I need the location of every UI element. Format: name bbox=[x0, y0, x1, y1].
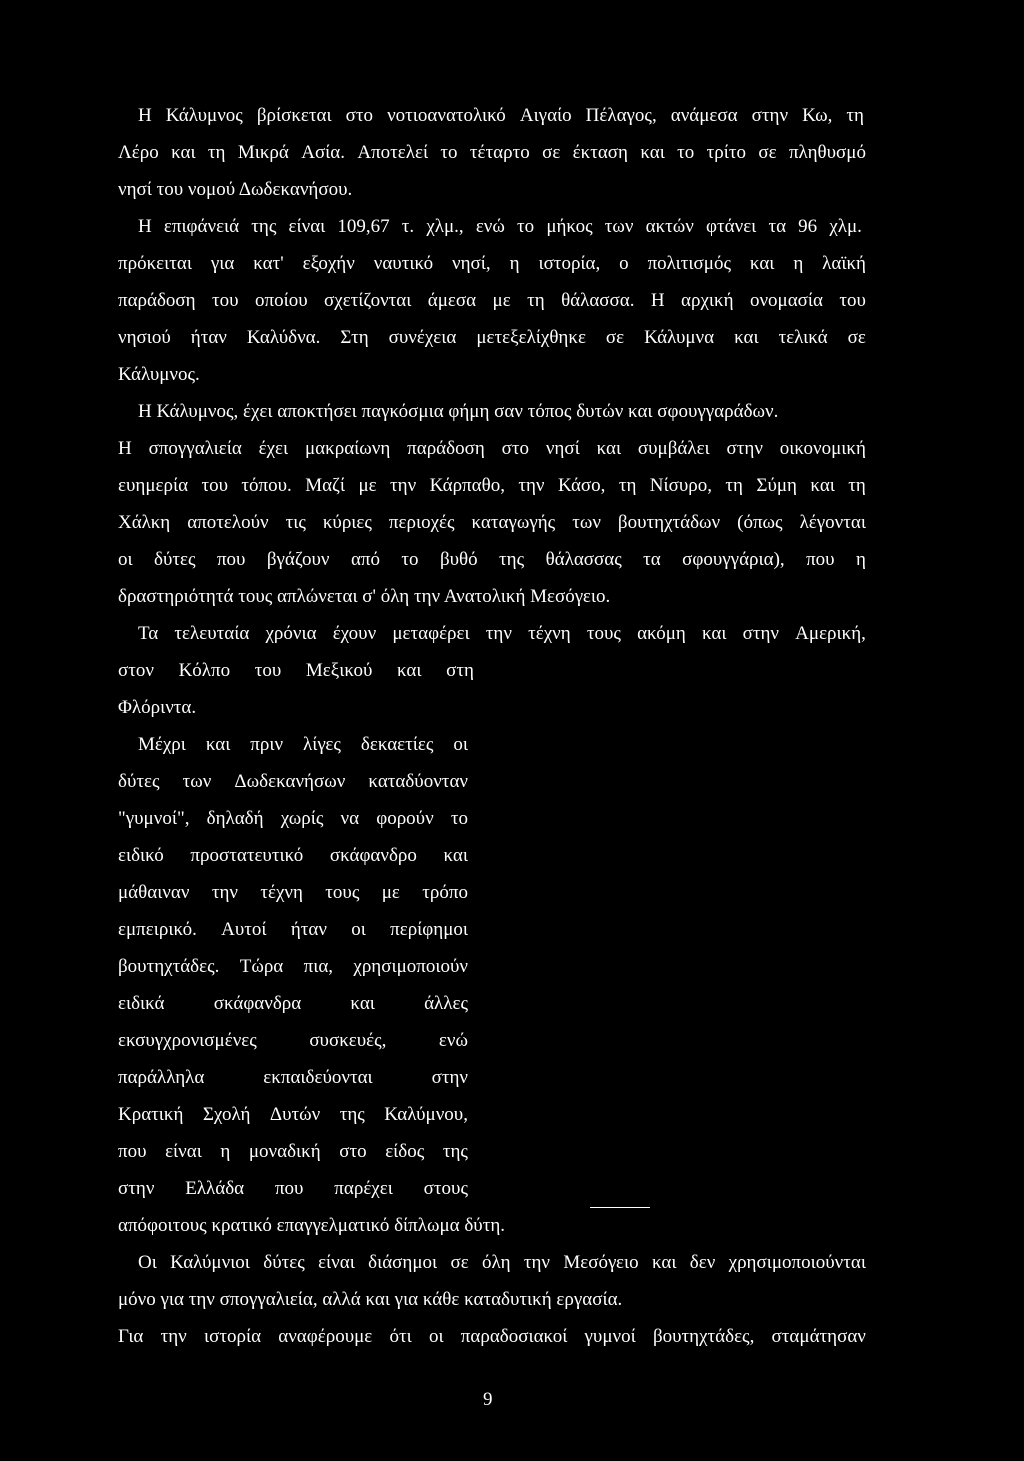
word: οι bbox=[351, 919, 366, 940]
word: ναυτικό bbox=[373, 253, 434, 274]
word: στους bbox=[423, 1178, 468, 1199]
text-line: απόφοιτους κρατικό επαγγελματικό δίπλωμα δύτη. bbox=[118, 1215, 506, 1236]
word: 109,67 bbox=[337, 216, 390, 237]
text-line bbox=[118, 437, 866, 461]
word: αρχική bbox=[681, 290, 734, 311]
word: Δυτών bbox=[269, 1104, 321, 1125]
word: 96 bbox=[798, 216, 818, 237]
word: να bbox=[340, 808, 360, 829]
word: και bbox=[205, 734, 231, 755]
word: ο bbox=[619, 253, 629, 274]
word: Σύμη bbox=[756, 475, 797, 496]
word: του bbox=[212, 290, 239, 311]
word: Κόλπο bbox=[178, 660, 231, 681]
word: Καλύδνα. bbox=[246, 327, 321, 348]
word: βουτηχτάδων bbox=[617, 512, 721, 533]
word: και bbox=[749, 253, 775, 274]
word: θάλασσα. bbox=[561, 290, 635, 311]
word: και bbox=[397, 660, 422, 681]
word: στον bbox=[118, 660, 154, 681]
word: ευημερία bbox=[118, 475, 189, 496]
text-line: Κάλυμνος. bbox=[118, 364, 200, 385]
word: άμεσα bbox=[427, 290, 477, 311]
word: Κάλυμνα bbox=[644, 327, 715, 348]
word: "γυμνοί", bbox=[118, 808, 190, 829]
word: εμπειρικό. bbox=[118, 919, 197, 940]
text-line bbox=[118, 770, 468, 794]
word: στη bbox=[446, 660, 474, 681]
word: τους bbox=[586, 623, 621, 644]
word: οικονομική bbox=[779, 438, 866, 459]
word: Ασία. bbox=[301, 142, 345, 163]
word: τις bbox=[285, 512, 306, 533]
word: τρόπο bbox=[422, 882, 468, 903]
text-line bbox=[138, 622, 866, 646]
word: με bbox=[358, 475, 377, 496]
word: Αυτοί bbox=[221, 919, 267, 940]
text-line bbox=[118, 1325, 866, 1349]
word: πια, bbox=[303, 956, 334, 977]
word: νησιού bbox=[118, 327, 171, 348]
text-line bbox=[118, 659, 474, 683]
word: Κω, bbox=[802, 105, 833, 126]
word: σε bbox=[450, 1252, 469, 1273]
text-line: μόνο για την σπογγαλιεία, αλλά και για κάθε καταδυτική εργασία. bbox=[118, 1289, 623, 1310]
text-line bbox=[118, 918, 468, 942]
word: τέχνη bbox=[260, 882, 303, 903]
word: τα bbox=[643, 549, 661, 570]
word: Μικρά bbox=[237, 142, 289, 163]
word: Στη bbox=[340, 327, 369, 348]
word: Κάσο, bbox=[557, 475, 606, 496]
word: μακραίωνη bbox=[305, 438, 391, 459]
word: που bbox=[216, 549, 246, 570]
word: τέχνη bbox=[528, 623, 571, 644]
word: δύτες bbox=[154, 549, 196, 570]
word: στο bbox=[501, 438, 529, 459]
text-line bbox=[118, 252, 866, 276]
word: επιφάνειά bbox=[163, 216, 240, 237]
text-line bbox=[118, 844, 468, 868]
word: ακτών bbox=[645, 216, 694, 237]
word: Αιγαίο bbox=[519, 105, 572, 126]
word: νοτιοανατολικό bbox=[387, 105, 506, 126]
word: Τώρα bbox=[239, 956, 284, 977]
word: μήκος bbox=[546, 216, 593, 237]
text-line bbox=[118, 807, 468, 831]
word: ιστορία bbox=[204, 1326, 262, 1347]
word: Σχολή bbox=[202, 1104, 251, 1125]
word: η bbox=[793, 253, 804, 274]
word: Οι bbox=[138, 1252, 157, 1273]
word: τη bbox=[207, 142, 226, 163]
word: και bbox=[443, 845, 468, 866]
word: την bbox=[523, 1252, 551, 1273]
word: βρίσκεται bbox=[256, 105, 332, 126]
word: Μέχρι bbox=[138, 734, 186, 755]
word: πρόκειται bbox=[118, 253, 192, 274]
word: ενώ bbox=[475, 216, 505, 237]
word: ονομασία bbox=[749, 290, 823, 311]
word: βουτηχτάδες. bbox=[118, 956, 220, 977]
word: συμβάλει bbox=[637, 438, 710, 459]
word: ότι bbox=[389, 1326, 412, 1347]
word: και bbox=[350, 993, 375, 1014]
word: Καλύμνιοι bbox=[170, 1252, 250, 1273]
word: εκπαιδεύονται bbox=[263, 1067, 373, 1088]
word: μετεξελίχθηκε bbox=[476, 327, 586, 348]
word: περίφημοι bbox=[390, 919, 468, 940]
word: καταγωγής bbox=[471, 512, 556, 533]
word: η bbox=[220, 1141, 231, 1162]
word: χλμ. bbox=[829, 216, 862, 237]
word: καταδύονταν bbox=[368, 771, 468, 792]
word: πληθυσμό bbox=[788, 142, 866, 163]
word: στο bbox=[339, 1141, 367, 1162]
word: δύτες bbox=[118, 771, 160, 792]
text-line bbox=[118, 326, 866, 350]
word: σκάφανδρα bbox=[213, 993, 302, 1014]
word: το bbox=[677, 142, 695, 163]
word: βυθό bbox=[439, 549, 478, 570]
word: όλη bbox=[482, 1252, 511, 1273]
word: κατ' bbox=[253, 253, 284, 274]
word: ιστορία, bbox=[538, 253, 601, 274]
word: το bbox=[450, 808, 468, 829]
text-line bbox=[138, 1251, 866, 1275]
word: παρέχει bbox=[334, 1178, 393, 1199]
word: σε bbox=[605, 327, 625, 348]
text-line bbox=[118, 511, 866, 535]
word: τελευταία bbox=[174, 623, 250, 644]
word: πριν bbox=[250, 734, 284, 755]
word: οι bbox=[118, 549, 133, 570]
word: ενώ bbox=[438, 1030, 468, 1051]
word: σκάφανδρο bbox=[329, 845, 417, 866]
text-line bbox=[118, 1177, 468, 1201]
word: και bbox=[171, 142, 196, 163]
word: στο bbox=[345, 105, 374, 126]
word: παραδοσιακοί bbox=[460, 1326, 568, 1347]
word: δηλαδή bbox=[206, 808, 264, 829]
word: ήταν bbox=[290, 919, 327, 940]
word: τη bbox=[618, 475, 637, 496]
text-line: Φλόριντα. bbox=[118, 697, 197, 718]
word: σταμάτησαν bbox=[771, 1326, 866, 1347]
text-line bbox=[118, 474, 866, 498]
word: τ. bbox=[401, 216, 415, 237]
word: την bbox=[390, 475, 417, 496]
word: Αποτελεί bbox=[357, 142, 429, 163]
word: τη bbox=[527, 290, 545, 311]
word: οποίου bbox=[254, 290, 308, 311]
word: Καλύμνου, bbox=[384, 1104, 468, 1125]
text-line bbox=[118, 1103, 468, 1127]
word: έκταση bbox=[572, 142, 628, 163]
word: την bbox=[211, 882, 238, 903]
word: της bbox=[339, 1104, 365, 1125]
word: του bbox=[839, 290, 866, 311]
word: το bbox=[440, 142, 458, 163]
dash-mark bbox=[590, 1207, 650, 1208]
word: του bbox=[201, 475, 228, 496]
text-line bbox=[118, 1140, 468, 1164]
word: κύριες bbox=[322, 512, 372, 533]
word: Δωδεκανήσων bbox=[234, 771, 346, 792]
word: τέταρτο bbox=[469, 142, 530, 163]
word: Η bbox=[118, 438, 132, 459]
word: που bbox=[274, 1178, 304, 1199]
word: των bbox=[572, 512, 601, 533]
word: βγάζουν bbox=[266, 549, 330, 570]
word: αναφέρουμε bbox=[278, 1326, 373, 1347]
word: σχετίζονται bbox=[324, 290, 412, 311]
word: οι bbox=[428, 1326, 444, 1347]
word: σε bbox=[542, 142, 561, 163]
word: την bbox=[160, 1326, 187, 1347]
word: εκσυγχρονισμένες bbox=[118, 1030, 257, 1051]
word: με bbox=[381, 882, 400, 903]
word: στην bbox=[726, 438, 763, 459]
word: (όπως bbox=[737, 512, 783, 533]
word: περιοχές bbox=[388, 512, 455, 533]
text-line bbox=[118, 992, 468, 1016]
word: την bbox=[485, 623, 512, 644]
word: μοναδική bbox=[248, 1141, 321, 1162]
text-line bbox=[138, 104, 864, 128]
word: των bbox=[604, 216, 634, 237]
word: νησί bbox=[545, 438, 580, 459]
word: τρίτο bbox=[706, 142, 747, 163]
word: άλλες bbox=[424, 993, 468, 1014]
word: με bbox=[492, 290, 511, 311]
word: για bbox=[210, 253, 235, 274]
word: είναι bbox=[318, 1252, 355, 1273]
word: τη bbox=[846, 105, 864, 126]
word: τους bbox=[325, 882, 360, 903]
word: τη bbox=[725, 475, 743, 496]
word: λαϊκή bbox=[822, 253, 866, 274]
text-line bbox=[118, 289, 866, 313]
word: και bbox=[596, 438, 622, 459]
page-number: 9 bbox=[483, 1389, 493, 1410]
word: πολιτισμός bbox=[647, 253, 731, 274]
word: συσκευές, bbox=[309, 1030, 387, 1051]
word: Ελλάδα bbox=[185, 1178, 245, 1199]
word: εξοχήν bbox=[302, 253, 355, 274]
word: το bbox=[401, 549, 419, 570]
word: η bbox=[855, 549, 866, 570]
word: ανάμεσα bbox=[670, 105, 738, 126]
word: ειδικό bbox=[118, 845, 164, 866]
word: από bbox=[350, 549, 380, 570]
word: φτάνει bbox=[706, 216, 757, 237]
text-line bbox=[138, 733, 468, 757]
word: Κρατική bbox=[118, 1104, 184, 1125]
text-line: δραστηριότητά τους απλώνεται σ' όλη την Ανατολική Μεσόγειο. bbox=[118, 586, 611, 607]
word: χρησιμοποιούν bbox=[353, 956, 468, 977]
word: και bbox=[640, 142, 665, 163]
word: λέγονται bbox=[799, 512, 866, 533]
word: προστατευτικό bbox=[190, 845, 304, 866]
word: σπογγαλιεία bbox=[148, 438, 242, 459]
word: τη bbox=[848, 475, 866, 496]
word: χρόνια bbox=[265, 623, 317, 644]
word: του bbox=[254, 660, 282, 681]
text-line bbox=[118, 955, 468, 979]
word: της bbox=[251, 216, 277, 237]
word: Η bbox=[650, 290, 665, 311]
word: ήταν bbox=[190, 327, 227, 348]
word: το bbox=[517, 216, 535, 237]
word: γυμνοί bbox=[584, 1326, 636, 1347]
word: λίγες bbox=[303, 734, 341, 755]
text-line: Η Κάλυμνος, έχει αποκτήσει παγκόσμια φήμη σαν τόπος δυτών και σφουγγαράδων. bbox=[138, 401, 779, 422]
word: που bbox=[806, 549, 835, 570]
word: της bbox=[499, 549, 525, 570]
word: νησί, bbox=[452, 253, 491, 274]
word: Λέρο bbox=[118, 142, 159, 163]
word: που bbox=[118, 1141, 147, 1162]
word: είδος bbox=[385, 1141, 425, 1162]
word: έχουν bbox=[332, 623, 377, 644]
word: δύτες bbox=[263, 1252, 305, 1273]
word: διάσημοι bbox=[368, 1252, 438, 1273]
word: Αμερική, bbox=[795, 623, 866, 644]
text-line: νησί του νομού Δωδεκανήσου. bbox=[118, 179, 353, 200]
word: είναι bbox=[165, 1141, 202, 1162]
text-line bbox=[138, 215, 862, 239]
text-line bbox=[118, 1029, 468, 1053]
word: μάθαιναν bbox=[118, 882, 190, 903]
word: Μαζί bbox=[305, 475, 346, 496]
word: Μεξικού bbox=[305, 660, 373, 681]
word: Χάλκη bbox=[118, 512, 171, 533]
word: σε bbox=[758, 142, 777, 163]
word: σφουγγάρια), bbox=[682, 549, 785, 570]
word: χωρίς bbox=[280, 808, 324, 829]
text-line bbox=[118, 881, 468, 905]
word: Νίσυρο, bbox=[649, 475, 713, 496]
word: την bbox=[518, 475, 545, 496]
word: τα bbox=[768, 216, 787, 237]
word: συνέχεια bbox=[388, 327, 457, 348]
word: σε bbox=[847, 327, 866, 348]
word: έχει bbox=[258, 438, 289, 459]
word: των bbox=[182, 771, 212, 792]
word: δεν bbox=[689, 1252, 716, 1273]
word: παράδοση bbox=[407, 438, 485, 459]
word: ειδικά bbox=[118, 993, 165, 1014]
word: της bbox=[442, 1141, 468, 1162]
word: δεκαετίες bbox=[360, 734, 434, 755]
word: Η bbox=[138, 216, 152, 237]
word: οι bbox=[453, 734, 468, 755]
word: και bbox=[701, 623, 727, 644]
word: Μεσόγειο bbox=[563, 1252, 639, 1273]
word: τόπου. bbox=[241, 475, 292, 496]
word: Κάλυμνος bbox=[165, 105, 243, 126]
word: η bbox=[509, 253, 520, 274]
word: τελικά bbox=[778, 327, 828, 348]
word: μεταφέρει bbox=[392, 623, 470, 644]
word: και bbox=[734, 327, 759, 348]
word: φορούν bbox=[376, 808, 434, 829]
word: Η bbox=[138, 105, 152, 126]
text-line bbox=[118, 1066, 468, 1090]
word: αποτελούν bbox=[187, 512, 269, 533]
text-line bbox=[118, 548, 866, 572]
word: είναι bbox=[288, 216, 326, 237]
word: ακόμη bbox=[637, 623, 686, 644]
word: παράδοση bbox=[118, 290, 196, 311]
word: θάλασσας bbox=[545, 549, 622, 570]
word: χλμ., bbox=[426, 216, 464, 237]
word: και bbox=[651, 1252, 677, 1273]
word: Τα bbox=[138, 623, 159, 644]
word: και bbox=[810, 475, 835, 496]
word: στην bbox=[431, 1067, 468, 1088]
word: χρησιμοποιούνται bbox=[728, 1252, 866, 1273]
word: βουτηχτάδες, bbox=[652, 1326, 755, 1347]
word: Πέλαγος, bbox=[585, 105, 657, 126]
word: Κάρπαθο, bbox=[429, 475, 505, 496]
word: Για bbox=[118, 1326, 144, 1347]
word: στην bbox=[118, 1178, 155, 1199]
word: στην bbox=[742, 623, 780, 644]
word: παράλληλα bbox=[118, 1067, 205, 1088]
text-line bbox=[118, 141, 866, 165]
word: στην bbox=[751, 105, 789, 126]
